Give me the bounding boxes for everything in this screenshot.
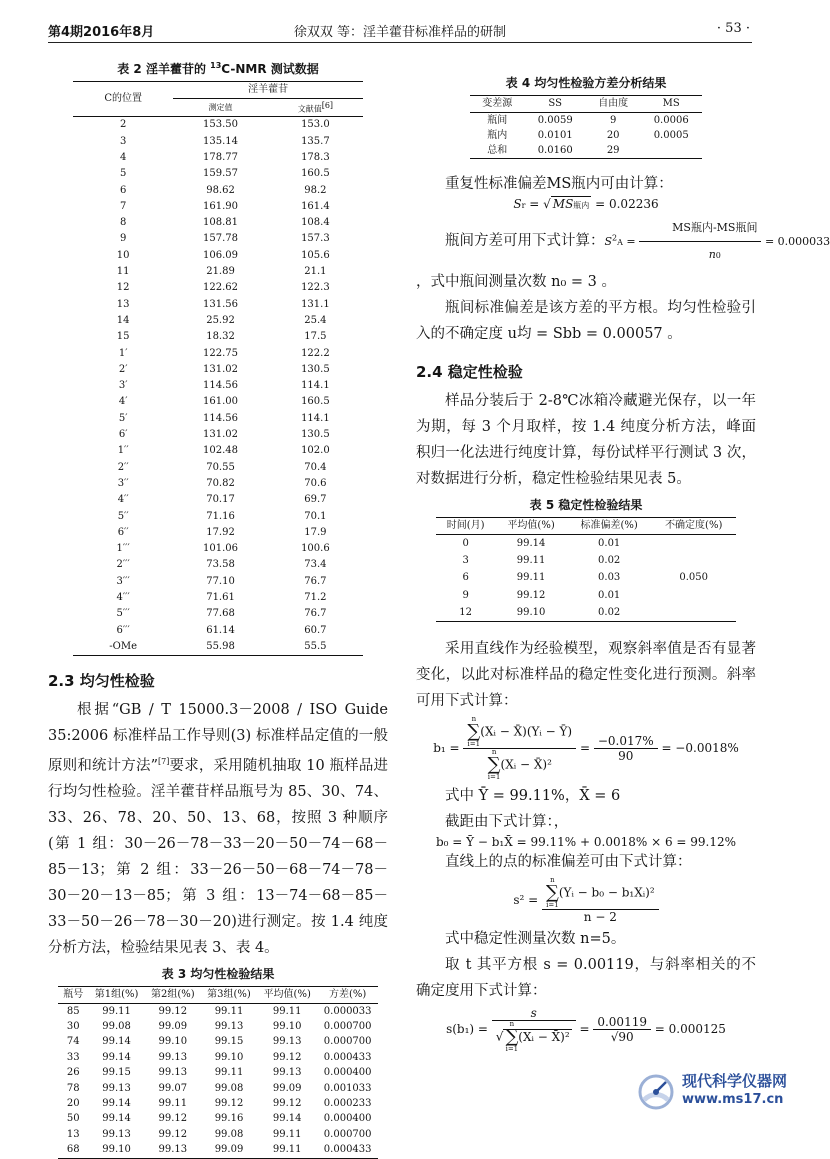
measured-cell: 70.55 [206, 461, 235, 473]
mean-values-sentence: 式中 Ȳ = 99.11%，X̄ = 6 [445, 788, 621, 805]
table3-cell: 99.13 [145, 1142, 201, 1158]
position-cell: 1′′′ [116, 543, 130, 555]
measured-cell: 21.89 [206, 266, 235, 278]
literature-cell: 102.0 [301, 445, 330, 457]
table-row [73, 476, 363, 492]
table3-header-cell: 平均值(%) [257, 986, 317, 1003]
journal-issue: 第4期2016年8月 [48, 25, 155, 40]
position-cell: 1′′ [117, 445, 129, 457]
table-row [73, 394, 363, 410]
table-row [73, 378, 363, 394]
table5-header-cell: 平均值(%) [495, 518, 567, 535]
position-cell: 6′′′ [116, 624, 130, 636]
table-row [73, 557, 363, 573]
n5-sentence: 式中稳定性测量次数 n=5。 [445, 931, 626, 948]
position-cell: 5′′ [117, 510, 129, 522]
table3-cell: 99.12 [158, 1113, 188, 1125]
table-row [73, 590, 363, 606]
table-row [73, 297, 363, 313]
table5-cell: 0.03 [598, 572, 621, 584]
literature-cell: 76.7 [304, 608, 327, 620]
section-2-4-paragraph: 样品分装后于 2-8℃冰箱冷藏避光保存，以一年为期，每 3 个月取样，按 1.4 纯度分析方法，峰面积归一化法进行纯度计算，每份试样平行测试 3 次，对数据进行分析，稳定性检验结果见表 5。 [416, 393, 756, 487]
table5-cell: 0.01 [598, 589, 621, 601]
table-row [58, 1003, 378, 1019]
table3-cell: 99.12 [158, 1005, 188, 1017]
measured-cell: 55.98 [173, 639, 267, 656]
table3-cell: 99.12 [158, 1128, 188, 1140]
table3-cell: 99.07 [158, 1082, 188, 1094]
literature-cell: 25.4 [304, 314, 327, 326]
table3-cell: 0.001033 [323, 1082, 372, 1094]
position-cell: 2 [119, 119, 127, 131]
literature-cell: 69.7 [304, 494, 327, 506]
position-cell: 14 [116, 314, 130, 326]
table3-cell: 99.08 [102, 1020, 131, 1032]
table-row [470, 143, 702, 159]
table3-cell: 99.10 [88, 1142, 144, 1158]
table3-cell: 99.13 [272, 1067, 302, 1079]
table-row [73, 492, 363, 508]
literature-cell: 157.3 [301, 233, 330, 245]
table-row [73, 525, 363, 541]
table-row [58, 1112, 378, 1127]
position-cell: 3′′ [117, 477, 129, 489]
table3-cell: 85 [66, 1005, 80, 1017]
table3-cell: 78 [66, 1082, 80, 1094]
literature-cell: 17.5 [304, 331, 327, 343]
table5-header-cell: 时间(月) [436, 518, 495, 535]
literature-cell: 70.1 [304, 510, 327, 522]
measured-cell: 153.50 [203, 119, 239, 131]
table-row [73, 639, 363, 656]
table3-cell: 0.000433 [323, 1051, 372, 1063]
table5-header-cell: 标准偏差(%) [567, 518, 652, 535]
sqrt-sentence: 取 t 其平方根 s = 0.00119，与斜率相关的不确定度用下式计算： [416, 957, 756, 1000]
repeatability-sentence: 重复性标准偏差MS瓶内可由计算： [445, 176, 673, 192]
position-cell: 5′′′ [116, 608, 130, 620]
table3-cell: 99.11 [272, 1005, 302, 1017]
table2-body [73, 117, 363, 656]
table-row [58, 1065, 378, 1080]
table-row [73, 280, 363, 296]
table-row [73, 362, 363, 378]
table2-header-position: C的位置 [73, 82, 173, 117]
literature-cell: 73.4 [304, 559, 327, 571]
n0-sentence: ，式中瓶间测量次数 n₀ = 3 。 [416, 274, 616, 290]
table5-cell: 0.01 [598, 537, 621, 549]
uncertainty-sentence: 瓶间标准偏差是该方差的平方根。均匀性检验引入的不确定度 u均 = Sbb = 0.00057 。 [416, 300, 756, 342]
table-row [73, 329, 363, 345]
table5-cell: 0.02 [598, 554, 621, 566]
table3-cell: 99.13 [158, 1051, 188, 1063]
measured-cell: 131.56 [203, 298, 239, 310]
watermark-title: 现代科学仪器网 [682, 1072, 788, 1090]
table3-cell: 99.08 [214, 1128, 244, 1140]
between-bottle-variance: 瓶间方差可用下式计算：$S^2A$ = $\frac{\text{MS瓶内-MS瓶间}}{n0}$ = 0.000033 [416, 215, 756, 269]
table3-cell: 0.000700 [323, 1036, 372, 1048]
measured-cell: 178.77 [203, 151, 239, 163]
table2-header-group: 淫羊藿苷 [173, 82, 363, 99]
table-row [73, 345, 363, 361]
literature-cell: 161.4 [301, 200, 330, 212]
measured-cell: 161.00 [203, 396, 239, 408]
literature-cell: 130.5 [301, 429, 330, 441]
table3-cell: 99.11 [214, 1067, 244, 1079]
table-row [73, 231, 363, 247]
measured-cell: 73.58 [206, 559, 235, 571]
table3-cell: 99.15 [102, 1067, 131, 1079]
table5-cell: 0 [462, 537, 469, 549]
watermark-url: www.ms17.cn [682, 1092, 784, 1107]
position-cell: 4′′′ [116, 592, 130, 603]
table5-cell: 3 [462, 554, 469, 566]
left-column [48, 60, 388, 1159]
table4-header-cell: 变差源 [470, 96, 524, 113]
literature-cell: 70.4 [304, 461, 327, 473]
measured-cell: 25.92 [206, 314, 235, 326]
table-row [73, 264, 363, 280]
literature-cell: 21.1 [304, 266, 327, 278]
table-row [73, 411, 363, 427]
table2-nmr [73, 81, 363, 656]
measured-cell: 18.32 [206, 331, 235, 343]
measured-cell: 157.78 [203, 233, 239, 245]
literature-cell: 71.2 [304, 592, 327, 603]
table3-header-cell: 瓶号 [58, 986, 88, 1003]
literature-cell: 114.1 [301, 380, 330, 392]
table-row [73, 182, 363, 198]
running-header [48, 18, 752, 43]
formula-intercept: b₀ = Ȳ − b₁X̄ = 99.11% + 0.0018% × 6 = 99.12% [435, 835, 737, 850]
table5-cell: 9 [462, 589, 469, 601]
table-row [73, 313, 363, 329]
table3-cell: 13 [66, 1128, 80, 1140]
model-paragraph: 采用直线作为经验模型，观察斜率值是否有显著变化，以此对标准样品的稳定性变化进行预测。斜率可用下式计算： [416, 641, 756, 710]
position-cell: 10 [116, 249, 130, 261]
position-cell: 4′ [118, 396, 128, 408]
table3-cell: 99.08 [214, 1082, 244, 1094]
position-cell: 9 [119, 233, 127, 245]
table5-cell: 0.02 [567, 604, 652, 622]
table5-cell: 6 [462, 572, 469, 584]
table3-cell: 0.000700 [323, 1020, 372, 1032]
measured-cell: 135.14 [203, 135, 239, 147]
table-row [58, 1142, 378, 1158]
table4-anova [470, 95, 702, 159]
table3-cell: 99.13 [158, 1067, 188, 1079]
measured-cell: 17.92 [206, 526, 235, 538]
table3-cell: 99.09 [272, 1082, 302, 1094]
table4-body [470, 113, 702, 159]
table-row [58, 1127, 378, 1142]
table3-cell: 99.10 [214, 1051, 244, 1063]
measured-cell: 159.57 [203, 168, 239, 180]
table3-cell: 99.12 [272, 1097, 302, 1109]
table3-cell: 74 [66, 1036, 80, 1048]
table3-header-cell: 第1组(%) [88, 986, 144, 1003]
literature-cell: 160.5 [301, 168, 330, 180]
table3-cell: 99.16 [214, 1113, 244, 1125]
table3-cell: 99.14 [102, 1051, 131, 1063]
literature-cell: 105.6 [301, 249, 330, 261]
table4-cell: 29 [586, 143, 640, 159]
table-row [58, 1035, 378, 1050]
table5-header-cell: 不确定度(%) [651, 518, 736, 535]
literature-cell: 178.3 [301, 151, 330, 163]
table5-cell: 99.12 [516, 589, 546, 601]
table3-cell: 99.09 [158, 1020, 188, 1032]
position-cell: 3 [119, 135, 127, 147]
position-cell: 3′′′ [116, 575, 130, 587]
table-row [58, 1050, 378, 1065]
right-column [416, 60, 830, 1055]
position-cell: 5 [119, 168, 127, 180]
table4-cell: 0.0006 [653, 114, 689, 126]
table3-cell: 0.000700 [323, 1128, 372, 1140]
table3-cell: 0.000433 [317, 1142, 378, 1158]
table3-cell: 0.000233 [323, 1097, 372, 1109]
section-2-3-paragraph: 根据“GB / T 15000.3－2008 / ISO Guide 35:2006 标准样品工作导则(3) 标准样品定值的一般原则和统计方法”[7]要求，采用随机抽取 10 瓶样品进行均匀性检验。淫羊藿苷样品瓶号为 85、30、74、33、26、78、20、50、13、68，按照 3 种顺序(第 1 组：30－26－78－33－20－50－74－68－85－13；第 2 组：33－26－50－68－74－78－30－20－13－85；第 3 组：13－74－68－85－33－50－26－78－30－20)进行测定。按 1.4 纯度分析方法，检验结果见表 3、表 4。 [48, 702, 388, 956]
table5-body [436, 535, 736, 622]
table2-caption: 表 2 淫羊藿苷的 $^{13}$C-NMR 测试数据 [117, 61, 319, 76]
table4-cell: 0.0101 [537, 129, 573, 141]
section-2-4-title: 2.4 稳定性检验 [416, 363, 523, 381]
literature-cell: 131.1 [301, 298, 330, 310]
position-cell: 4 [119, 151, 127, 163]
table5-cell: 12 [436, 604, 495, 622]
formula-sr: Sr = √ MS瓶内 = 0.02236 [513, 197, 659, 211]
literature-cell: 153.0 [301, 119, 330, 131]
intercept-sentence: 截距由下式计算：， [445, 814, 569, 831]
table3-cell: 99.14 [102, 1097, 131, 1109]
formula-s2: s² = n ∑ i=1 (Yᵢ − b₀ − b₁Xᵢ)² n − 2 [416, 877, 756, 924]
table5-cell: 99.14 [516, 537, 546, 549]
table-row [73, 574, 363, 590]
table3-cell: 99.14 [102, 1036, 131, 1048]
measured-cell: 114.56 [203, 412, 239, 424]
table-row [436, 535, 736, 553]
page-number: · 53 · [716, 21, 750, 36]
literature-cell: 122.3 [301, 282, 330, 294]
table3-cell: 99.09 [201, 1142, 257, 1158]
table4-cell: 总和 [470, 143, 524, 159]
table-row [73, 427, 363, 443]
measured-cell: 102.48 [203, 445, 239, 457]
table3-cell: 50 [66, 1113, 80, 1125]
measured-cell: 131.02 [203, 429, 239, 441]
table-row [73, 541, 363, 557]
position-cell: 11 [116, 266, 130, 278]
table3-cell: 30 [66, 1020, 80, 1032]
table2-header-literature: 文献值[6] [268, 99, 363, 117]
position-cell: -OMe [73, 639, 173, 656]
table3-caption: 表 3 均匀性检验结果 [161, 966, 275, 981]
position-cell: 6′ [118, 429, 128, 441]
literature-cell: 160.5 [301, 396, 330, 408]
table-row [73, 215, 363, 231]
measured-cell: 71.61 [206, 592, 235, 603]
literature-cell: 122.2 [301, 347, 330, 359]
table3-cell: 99.13 [102, 1082, 131, 1094]
table4-cell: 瓶间 [487, 114, 508, 126]
literature-cell: 55.5 [268, 639, 363, 656]
table-row [58, 1081, 378, 1096]
table3-cell: 68 [58, 1142, 88, 1158]
measured-cell: 98.62 [206, 184, 235, 196]
table-row [73, 443, 363, 459]
table3-cell: 99.10 [158, 1036, 188, 1048]
table4-header-cell: 自由度 [586, 96, 640, 113]
table3-cell: 0.000400 [323, 1067, 372, 1079]
literature-cell: 108.4 [301, 217, 330, 229]
table4-cell [640, 143, 702, 159]
site-watermark [636, 1064, 796, 1116]
literature-cell: 135.7 [301, 135, 330, 147]
table-row [73, 150, 363, 166]
table2-header-measured: 测定值 [173, 99, 267, 117]
literature-cell: 100.6 [301, 543, 330, 555]
position-cell: 2′′′ [116, 559, 130, 571]
literature-cell: 114.1 [301, 412, 330, 424]
table3-cell: 99.12 [272, 1051, 302, 1063]
gauge-logo-icon [636, 1070, 676, 1110]
table-row [73, 166, 363, 182]
table3-cell: 99.12 [214, 1097, 244, 1109]
measured-cell: 71.16 [206, 510, 235, 522]
table-row [470, 113, 702, 129]
line-sd-sentence: 直线上的点的标准偏差可由下式计算： [445, 854, 692, 871]
table3-cell: 26 [66, 1067, 80, 1079]
table4-cell: 0.0160 [524, 143, 586, 159]
table4-cell: 瓶内 [487, 129, 508, 141]
position-cell: 2′ [118, 363, 128, 375]
measured-cell: 101.06 [203, 543, 239, 555]
table3-cell: 99.11 [272, 1128, 302, 1140]
table-row [73, 622, 363, 638]
table4-header-cell: SS [524, 96, 586, 113]
table3-header-cell: 方差(%) [317, 986, 378, 1003]
table3-cell: 33 [66, 1051, 80, 1063]
table4-cell: 20 [606, 129, 620, 141]
measured-cell: 161.90 [203, 200, 239, 212]
table4-cell: 0.0059 [537, 114, 573, 126]
table5-stability [436, 517, 736, 622]
position-cell: 5′ [118, 412, 128, 424]
table-row [73, 134, 363, 150]
table3-cell: 99.14 [272, 1113, 302, 1125]
table3-cell: 99.14 [102, 1113, 131, 1125]
table4-caption: 表 4 均匀性检验方差分析结果 [505, 76, 667, 90]
table3-cell: 20 [66, 1097, 80, 1109]
position-cell: 6 [119, 184, 127, 196]
literature-cell: 130.5 [301, 363, 330, 375]
table3-header-cell: 第3组(%) [201, 986, 257, 1003]
literature-cell: 76.7 [304, 575, 327, 587]
position-cell: 15 [116, 331, 130, 343]
table4-cell: 0.0005 [653, 129, 689, 141]
section-2-3-title: 2.3 均匀性检验 [48, 672, 155, 691]
table-row [58, 1019, 378, 1034]
table3-cell: 99.11 [214, 1005, 244, 1017]
measured-cell: 61.14 [206, 624, 235, 636]
measured-cell: 106.09 [203, 249, 239, 261]
table3-body [58, 1003, 378, 1158]
table3-cell: 99.11 [102, 1005, 131, 1017]
table4-header-cell: MS [640, 96, 702, 113]
table3-cell: 99.11 [257, 1142, 317, 1158]
table3-cell: 0.000400 [323, 1113, 372, 1125]
table5-uncertainty-cell: 0.050 [651, 535, 736, 622]
literature-cell: 70.6 [304, 477, 327, 489]
formula-slope: b₁ = n ∑ i=1 (Xᵢ − X̄)(Yᵢ − Ȳ) n ∑ i=1 (Xᵢ − X̄)² = $\frac{-0.017\%}{90}$ = −0.0018% [433, 715, 739, 782]
table3-cell: 99.10 [272, 1020, 302, 1032]
literature-cell: 17.9 [304, 526, 327, 538]
table3-cell: 99.11 [158, 1097, 188, 1109]
position-cell: 1′ [118, 347, 128, 359]
table-row [73, 199, 363, 215]
measured-cell: 77.68 [206, 608, 235, 620]
position-cell: 4′′ [117, 494, 129, 506]
table5-cell: 99.10 [495, 604, 567, 622]
position-cell: 13 [116, 298, 130, 310]
formula-slope-uncertainty: s(b₁) = s √ n ∑ i=1 (Xᵢ − X̄)² = $\frac{0.00119}{√90}$ = 0.000125 [446, 1006, 726, 1054]
table-row [73, 606, 363, 622]
table3-cell: 0.000033 [323, 1005, 372, 1017]
position-cell: 12 [116, 282, 130, 294]
table5-cell: 99.11 [516, 554, 546, 566]
table-row [73, 508, 363, 524]
measured-cell: 70.17 [206, 494, 235, 506]
measured-cell: 131.02 [203, 363, 239, 375]
measured-cell: 77.10 [206, 575, 235, 587]
position-cell: 2′′ [117, 461, 129, 473]
position-cell: 3′ [118, 380, 128, 392]
measured-cell: 108.81 [203, 217, 239, 229]
measured-cell: 70.82 [206, 477, 235, 489]
table3-cell: 99.15 [214, 1036, 244, 1048]
position-cell: 6′′ [117, 526, 129, 538]
literature-cell: 60.7 [304, 624, 327, 636]
measured-cell: 122.62 [203, 282, 239, 294]
table-row [470, 128, 702, 143]
measured-cell: 122.75 [203, 347, 239, 359]
position-cell: 7 [119, 200, 127, 212]
table4-cell: 9 [610, 114, 617, 126]
table3-homogeneity [58, 986, 378, 1159]
table-row [73, 117, 363, 134]
table3-cell: 99.13 [102, 1128, 131, 1140]
article-running-title: 徐双双 等：淫羊藿苷标准样品的研制 [293, 25, 507, 40]
table-row [58, 1096, 378, 1111]
table-row [73, 248, 363, 264]
table3-header-cell: 第2组(%) [145, 986, 201, 1003]
table3-cell: 99.13 [272, 1036, 302, 1048]
table3-cell: 99.13 [214, 1020, 244, 1032]
literature-cell: 98.2 [304, 184, 327, 196]
position-cell: 8 [119, 217, 127, 229]
table5-cell: 99.11 [516, 572, 546, 584]
measured-cell: 114.56 [203, 380, 239, 392]
table5-caption: 表 5 稳定性检验结果 [529, 498, 643, 512]
table-row [73, 459, 363, 475]
